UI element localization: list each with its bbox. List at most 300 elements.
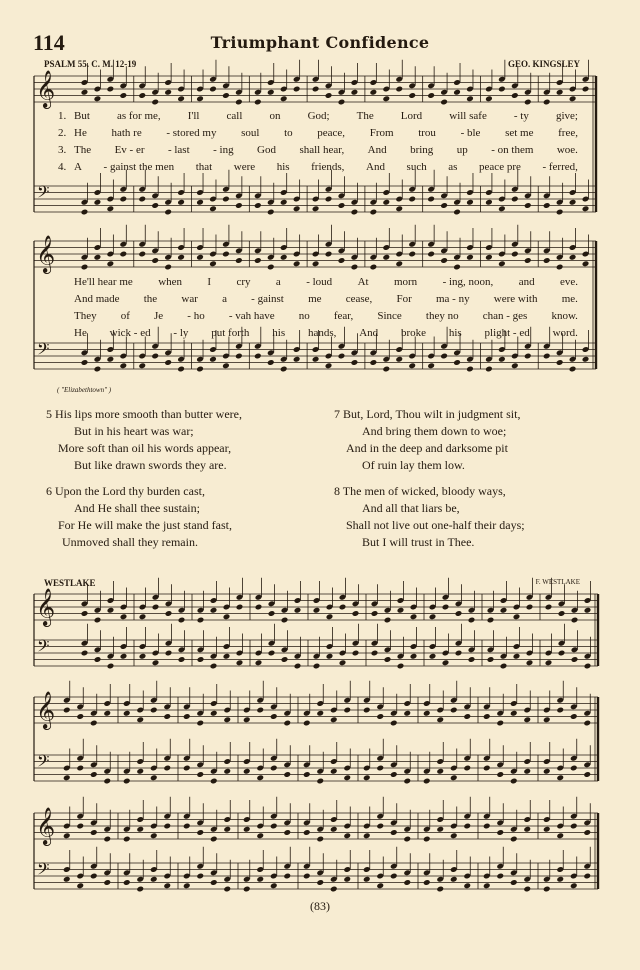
- note-head: [76, 713, 84, 720]
- note-head: [235, 202, 243, 209]
- note-head: [210, 607, 218, 614]
- note-head: [450, 876, 458, 883]
- lyric-syllable: know.: [551, 310, 578, 322]
- note-head: [543, 886, 551, 893]
- stanza-line: And all that liars be,: [362, 501, 460, 515]
- note-head: [209, 86, 217, 93]
- note-head: [81, 264, 89, 271]
- note-head: [556, 774, 564, 781]
- lyric-syllable: as: [448, 161, 458, 173]
- note-head: [351, 359, 359, 366]
- note-head: [254, 99, 262, 106]
- note-head: [223, 613, 231, 620]
- note-head: [463, 713, 471, 720]
- note-head: [163, 823, 171, 830]
- lyric-syllable: such: [406, 161, 427, 173]
- note-head: [483, 823, 491, 830]
- note-head: [63, 774, 71, 781]
- note-head: [150, 774, 158, 781]
- note-head: [339, 604, 347, 611]
- hymn-title: Triumphant Confidence: [210, 33, 430, 52]
- note-head: [543, 716, 551, 723]
- stanza-line: But in his heart was war;: [74, 424, 194, 438]
- note-head: [513, 613, 521, 620]
- note-head: [312, 260, 320, 267]
- note-head: [236, 659, 244, 666]
- stanza-line: Of ruin lay them low.: [362, 458, 465, 472]
- lyric-syllable: - gainst the men: [103, 161, 175, 173]
- lyric-line: [58, 310, 578, 322]
- note-head: [511, 362, 519, 369]
- note-head: [569, 95, 577, 102]
- note-head: [210, 663, 218, 670]
- tune-name-note: ( "Elizabethtown" ): [57, 386, 112, 394]
- note-head: [165, 650, 173, 657]
- lyric-syllable: were with: [493, 293, 538, 305]
- note-head: [90, 829, 98, 836]
- note-head: [429, 653, 437, 660]
- note-head: [370, 359, 378, 366]
- lyric-syllable: The: [74, 144, 92, 156]
- note-head: [255, 604, 263, 611]
- note-head: [151, 99, 159, 106]
- note-head: [496, 873, 504, 880]
- note-head: [303, 829, 311, 836]
- note-head: [150, 876, 158, 883]
- note-head: [330, 886, 338, 893]
- stanza-7: [334, 406, 520, 474]
- lyric-syllable: And: [359, 327, 379, 339]
- lyric-syllable: me.: [561, 293, 578, 305]
- lyric-syllable: chan - ges: [482, 310, 528, 322]
- note-head: [303, 873, 311, 880]
- note-head: [556, 707, 564, 714]
- note-head: [395, 205, 403, 212]
- lyric-syllable: no: [298, 310, 310, 322]
- lyric-syllable: soul: [241, 127, 260, 139]
- note-head: [76, 765, 84, 772]
- lyric-syllable: And: [367, 144, 387, 156]
- note-head: [94, 366, 102, 373]
- note-head: [352, 650, 360, 657]
- lyric-syllable: give;: [555, 110, 578, 122]
- note-head: [152, 659, 160, 666]
- note-head: [119, 92, 127, 99]
- note-head: [120, 653, 128, 660]
- note-head: [139, 613, 147, 620]
- note-head: [94, 95, 102, 102]
- stanza-line: 7 But, Lord, Thou wilt in judgment sit,: [334, 407, 521, 421]
- note-head: [390, 720, 398, 727]
- lyric-syllable: peace pre: [479, 161, 521, 173]
- note-head: [343, 876, 351, 883]
- lyric-syllable: I: [207, 276, 212, 288]
- note-head: [338, 257, 346, 264]
- lyric-syllable: At: [357, 276, 369, 288]
- note-head: [222, 196, 230, 203]
- verse-number: 1.: [58, 110, 67, 122]
- note-head: [209, 356, 217, 363]
- note-head: [524, 353, 532, 360]
- lyric-syllable: his: [276, 161, 290, 173]
- lyric-syllable: - ferred,: [542, 161, 578, 173]
- verse-number: 2.: [58, 127, 67, 139]
- lyric-syllable: For: [396, 293, 412, 305]
- note-head: [177, 254, 185, 261]
- note-head: [316, 710, 324, 717]
- lyric-line: [58, 110, 578, 122]
- note-head: [487, 617, 495, 624]
- note-head: [343, 774, 351, 781]
- stanza-line: 6 Upon the Lord thy burden cast,: [46, 484, 205, 498]
- lyric-syllable: will safe: [449, 110, 487, 122]
- note-head: [119, 362, 127, 369]
- note-head: [408, 92, 416, 99]
- note-head: [222, 362, 230, 369]
- note-head: [543, 99, 551, 106]
- note-head: [339, 659, 347, 666]
- stanza-8: [334, 483, 525, 551]
- stanza-line: But I will trust in Thee.: [362, 535, 475, 549]
- note-head: [376, 713, 384, 720]
- note-head: [485, 366, 493, 373]
- note-head: [584, 607, 592, 614]
- lyric-syllable: war: [181, 293, 198, 305]
- note-head: [138, 92, 146, 99]
- lyric-syllable: up: [456, 144, 468, 156]
- note-head: [152, 604, 160, 611]
- note-head: [255, 659, 263, 666]
- note-head: [351, 264, 359, 271]
- note-head: [325, 196, 333, 203]
- note-head: [569, 366, 577, 373]
- note-head: [76, 882, 84, 889]
- lyric-syllable: woe.: [556, 144, 578, 156]
- note-head: [487, 656, 495, 663]
- lyric-syllable: word.: [552, 327, 578, 339]
- lyric-syllable: to: [284, 127, 293, 139]
- note-head: [280, 366, 288, 373]
- note-head: [351, 89, 359, 96]
- note-head: [81, 650, 89, 657]
- note-head: [164, 209, 172, 216]
- verse-number: [58, 310, 74, 322]
- note-head: [384, 656, 392, 663]
- note-head: [63, 707, 71, 714]
- stanza-line: Unmoved shall they remain.: [62, 535, 198, 549]
- note-head: [382, 254, 390, 261]
- lyric-syllable: fear,: [333, 310, 354, 322]
- second-tune-composer: F. WESTLAKE: [535, 578, 580, 586]
- note-head: [138, 251, 146, 258]
- lyric-syllable: hands,: [307, 327, 337, 339]
- lyric-syllable: hath re: [111, 127, 142, 139]
- note-head: [123, 778, 131, 785]
- note-head: [209, 205, 217, 212]
- note-head: [90, 720, 98, 727]
- note-head: [363, 832, 371, 839]
- note-head: [397, 607, 405, 614]
- note-head: [338, 353, 346, 360]
- note-head: [403, 879, 411, 886]
- lyric-syllable: as for me,: [116, 110, 161, 122]
- note-head: [107, 205, 115, 212]
- note-head: [571, 617, 579, 624]
- note-head: [283, 720, 291, 727]
- note-head: [196, 95, 204, 102]
- verse-number: [58, 293, 74, 305]
- note-head: [363, 707, 371, 714]
- note-head: [81, 610, 89, 617]
- note-head: [243, 886, 251, 893]
- stanza-line: And bring them down to woe;: [362, 424, 507, 438]
- lyric-syllable: - ing: [213, 144, 234, 156]
- note-head: [81, 209, 89, 216]
- note-head: [107, 356, 115, 363]
- verse-number: [58, 327, 74, 339]
- note-head: [440, 257, 448, 264]
- note-head: [455, 650, 463, 657]
- note-head: [293, 205, 301, 212]
- verse-number: [58, 276, 74, 288]
- lyric-syllable: a: [275, 276, 281, 288]
- note-head: [395, 356, 403, 363]
- note-head: [256, 707, 264, 714]
- note-head: [382, 95, 390, 102]
- lyric-syllable: But: [74, 110, 90, 122]
- lyric-syllable: He: [74, 127, 87, 139]
- note-head: [570, 765, 578, 772]
- note-head: [139, 653, 147, 660]
- lyric-syllable: Lord: [400, 110, 423, 122]
- note-head: [427, 196, 435, 203]
- note-head: [403, 778, 411, 785]
- note-head: [222, 92, 230, 99]
- note-head: [210, 836, 218, 843]
- note-head: [370, 264, 378, 271]
- note-head: [330, 768, 338, 775]
- note-head: [94, 254, 102, 261]
- note-head: [316, 836, 324, 843]
- note-head: [178, 617, 186, 624]
- note-head: [94, 656, 102, 663]
- note-head: [223, 886, 231, 893]
- note-head: [280, 199, 288, 206]
- note-head: [243, 826, 251, 833]
- note-head: [545, 604, 553, 611]
- note-head: [511, 92, 519, 99]
- lyric-syllable: Ev - er: [114, 144, 145, 156]
- note-head: [183, 765, 191, 772]
- stanza-line: 5 His lips more smooth than butter were,: [46, 407, 242, 421]
- note-head: [498, 260, 506, 267]
- note-head: [123, 879, 131, 886]
- lyric-line: [58, 161, 578, 173]
- lyric-syllable: shall hear,: [299, 144, 345, 156]
- lyric-syllable: they no: [425, 310, 459, 322]
- note-head: [427, 92, 435, 99]
- note-head: [136, 826, 144, 833]
- note-head: [511, 251, 519, 258]
- lyric-syllable: God: [257, 144, 276, 156]
- note-head: [423, 879, 431, 886]
- note-head: [222, 251, 230, 258]
- treble-clef-icon: 𝄞: [36, 587, 56, 626]
- note-head: [63, 876, 71, 883]
- note-head: [453, 209, 461, 216]
- lyric-line: [58, 327, 578, 339]
- note-head: [270, 713, 278, 720]
- note-head: [223, 716, 231, 723]
- stanza-line: More soft than oil his words appear,: [58, 441, 232, 455]
- note-head: [270, 823, 278, 830]
- lyric-syllable: put forth: [211, 327, 250, 339]
- note-head: [468, 656, 476, 663]
- lyric-syllable: wick - ed: [109, 327, 151, 339]
- note-head: [267, 264, 275, 271]
- note-head: [408, 362, 416, 369]
- stanza-line: For He will make the just stand fast,: [58, 518, 232, 532]
- note-head: [223, 653, 231, 660]
- note-head: [256, 832, 264, 839]
- lyric-syllable: And: [366, 161, 385, 173]
- note-head: [325, 362, 333, 369]
- note-head: [268, 650, 276, 657]
- lyric-syllable: - ty: [513, 110, 529, 122]
- lyric-syllable: ma - ny: [435, 293, 470, 305]
- note-head: [235, 257, 243, 264]
- note-head: [267, 89, 275, 96]
- note-head: [582, 356, 590, 363]
- note-head: [453, 264, 461, 271]
- note-head: [119, 251, 127, 258]
- note-head: [163, 713, 171, 720]
- note-head: [556, 832, 564, 839]
- note-head: [196, 829, 204, 836]
- note-head: [63, 832, 71, 839]
- note-head: [556, 89, 564, 96]
- note-head: [543, 826, 551, 833]
- note-head: [483, 713, 491, 720]
- note-head: [429, 613, 437, 620]
- note-head: [498, 86, 506, 93]
- note-head: [236, 604, 244, 611]
- note-head: [76, 823, 84, 830]
- lyric-line: [58, 293, 578, 305]
- note-head: [338, 99, 346, 106]
- note-head: [164, 89, 172, 96]
- lyric-syllable: set me: [505, 127, 534, 139]
- note-head: [338, 202, 346, 209]
- lyric-syllable: I'll: [187, 110, 200, 122]
- note-head: [370, 89, 378, 96]
- note-head: [136, 716, 144, 723]
- lyric-syllable: his: [448, 327, 462, 339]
- note-head: [571, 656, 579, 663]
- lyric-syllable: - vah have: [228, 310, 275, 322]
- note-head: [165, 610, 173, 617]
- note-head: [376, 765, 384, 772]
- note-head: [463, 765, 471, 772]
- note-head: [523, 716, 531, 723]
- note-head: [363, 876, 371, 883]
- note-head: [583, 771, 591, 778]
- note-head: [511, 196, 519, 203]
- bass-clef-icon: 𝄢: [37, 636, 50, 660]
- note-head: [463, 882, 471, 889]
- note-head: [293, 86, 301, 93]
- note-head: [397, 663, 405, 670]
- note-head: [120, 613, 128, 620]
- note-head: [343, 707, 351, 714]
- note-head: [177, 199, 185, 206]
- note-head: [523, 768, 531, 775]
- note-head: [150, 832, 158, 839]
- second-tune-name: WESTLAKE: [44, 578, 96, 588]
- note-head: [325, 251, 333, 258]
- note-head: [463, 823, 471, 830]
- note-head: [442, 604, 450, 611]
- note-head: [183, 713, 191, 720]
- lyric-syllable: - ly: [173, 327, 189, 339]
- note-head: [582, 86, 590, 93]
- note-head: [293, 356, 301, 363]
- note-head: [556, 359, 564, 366]
- note-head: [293, 260, 301, 267]
- note-head: [410, 613, 418, 620]
- note-head: [466, 95, 474, 102]
- note-head: [178, 656, 186, 663]
- note-head: [408, 251, 416, 258]
- lyric-syllable: free,: [558, 127, 578, 139]
- lyric-syllable: were: [233, 161, 256, 173]
- note-head: [485, 254, 493, 261]
- note-head: [466, 366, 474, 373]
- note-head: [196, 366, 204, 373]
- lyric-syllable: God;: [307, 110, 330, 122]
- note-head: [267, 359, 275, 366]
- note-head: [256, 876, 264, 883]
- note-head: [513, 653, 521, 660]
- note-head: [330, 826, 338, 833]
- lyric-syllable: eve.: [559, 276, 578, 288]
- note-head: [283, 829, 291, 836]
- note-head: [150, 707, 158, 714]
- note-head: [556, 264, 564, 271]
- note-head: [136, 886, 144, 893]
- note-head: [107, 260, 115, 267]
- note-head: [485, 95, 493, 102]
- lyric-syllable: morn: [393, 276, 418, 288]
- note-head: [583, 873, 591, 880]
- note-head: [543, 353, 551, 360]
- note-head: [583, 829, 591, 836]
- stanza-line: 8 The men of wicked, bloody ways,: [334, 484, 506, 498]
- lyric-syllable: that: [195, 161, 213, 173]
- note-head: [119, 196, 127, 203]
- note-head: [526, 659, 534, 666]
- note-head: [256, 774, 264, 781]
- note-head: [442, 659, 450, 666]
- note-head: [436, 716, 444, 723]
- note-head: [177, 95, 185, 102]
- note-head: [280, 95, 288, 102]
- note-head: [382, 199, 390, 206]
- bass-clef-icon: 𝄢: [37, 751, 50, 775]
- lyric-syllable: a: [222, 293, 227, 305]
- note-head: [235, 353, 243, 360]
- note-head: [312, 356, 320, 363]
